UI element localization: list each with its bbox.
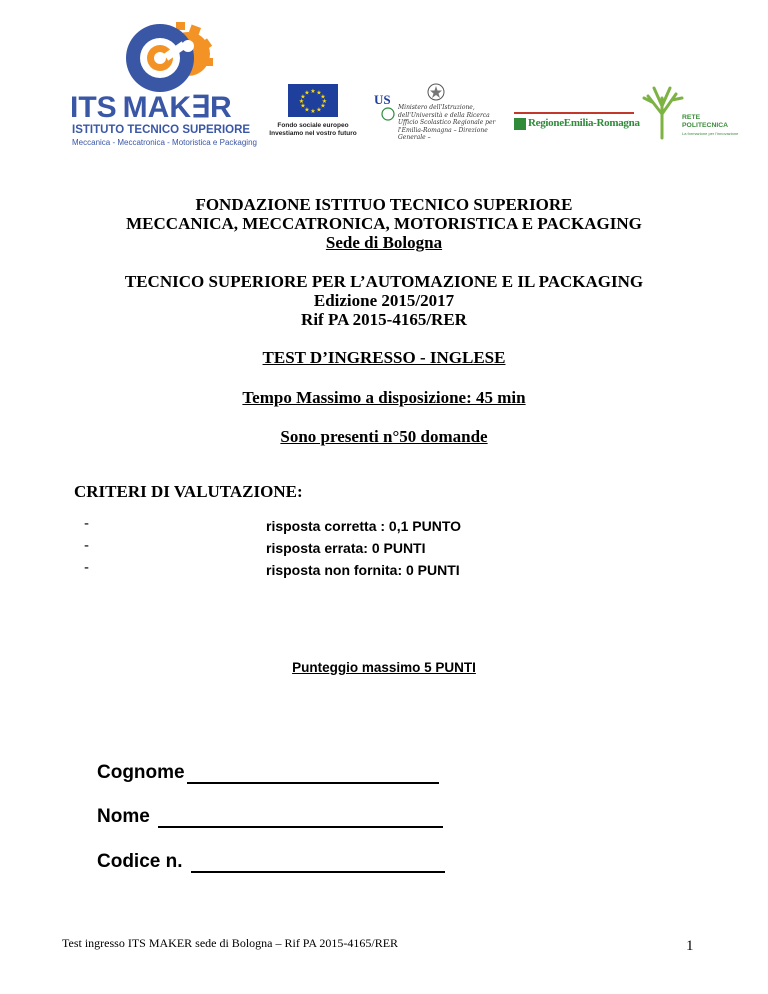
svg-text:★: ★ bbox=[310, 108, 316, 115]
criteria-text: risposta non fornita: 0 PUNTI bbox=[266, 562, 460, 578]
eu-caption-line1: Fondo sociale europeo bbox=[277, 122, 349, 129]
test-title-text: TEST D’INGRESSO - INGLESE bbox=[262, 348, 506, 367]
seat bbox=[0, 233, 768, 253]
svg-text:★: ★ bbox=[316, 89, 322, 97]
criteria-text: risposta errata: 0 PUNTI bbox=[266, 540, 426, 556]
list-item bbox=[84, 515, 584, 537]
rete-line3: La formazione per l'innovazione bbox=[682, 131, 739, 136]
list-dash: - bbox=[84, 537, 89, 554]
org-line2: MECCANICA, MECCATRONICA, MOTORISTICA E PACKAGING bbox=[126, 214, 642, 233]
max-score: Punteggio massimo 5 PUNTI bbox=[292, 660, 476, 675]
time-limit bbox=[0, 388, 768, 408]
its-subtitle: ISTITUTO TECNICO SUPERIORE bbox=[72, 124, 251, 136]
svg-text:★: ★ bbox=[320, 93, 326, 101]
course-title: TECNICO SUPERIORE PER L’AUTOMAZIONE E IL PACKAGING bbox=[124, 272, 644, 291]
name-field[interactable] bbox=[97, 806, 443, 828]
criteria-title: CRITERI DI VALUTAZIONE: bbox=[74, 482, 303, 501]
list-dash: - bbox=[84, 559, 89, 576]
eu-caption-line2: Investiamo nel vostro futuro bbox=[269, 130, 357, 137]
svg-text:★: ★ bbox=[304, 106, 310, 114]
page-number: 1 bbox=[686, 938, 694, 954]
svg-text:★: ★ bbox=[320, 102, 326, 110]
surname-field[interactable] bbox=[97, 762, 439, 784]
republic-emblem-icon bbox=[426, 82, 446, 102]
question-count bbox=[0, 427, 768, 447]
svg-text:★: ★ bbox=[298, 98, 305, 105]
its-word: ITS bbox=[70, 91, 117, 124]
question-count-text: Sono presenti n°50 domande bbox=[280, 427, 488, 446]
maker-word: MAK∃R bbox=[122, 91, 232, 124]
code-field[interactable] bbox=[97, 851, 445, 873]
svg-text:★: ★ bbox=[321, 98, 328, 105]
rete-line2: POLITECNICA bbox=[682, 122, 729, 129]
ministry-logo bbox=[370, 82, 500, 148]
svg-text:★: ★ bbox=[304, 89, 310, 97]
org-line1: FONDAZIONE ISTITUO TECNICO SUPERIORE bbox=[195, 195, 573, 214]
region-logo bbox=[514, 112, 640, 138]
surname-label: Cognome bbox=[97, 762, 185, 783]
list-item bbox=[84, 537, 584, 559]
name-label: Nome bbox=[97, 806, 150, 827]
gear-logo-icon bbox=[110, 20, 220, 100]
code-input-line[interactable] bbox=[191, 853, 445, 873]
edition: Edizione 2015/2017 bbox=[313, 291, 455, 310]
criteria-text: risposta corretta : 0,1 PUNTO bbox=[266, 518, 462, 534]
reference: Rif PA 2015-4165/RER bbox=[301, 310, 467, 329]
seat-text: Sede di Bologna bbox=[325, 233, 443, 252]
svg-text:★: ★ bbox=[300, 93, 306, 101]
region-rule bbox=[514, 112, 634, 114]
name-input-line[interactable] bbox=[158, 808, 443, 828]
svg-text:★: ★ bbox=[310, 88, 316, 95]
rete-line1: RETE bbox=[682, 114, 701, 121]
code-label: Codice n. bbox=[97, 851, 183, 872]
surname-input-line[interactable] bbox=[187, 764, 439, 784]
eu-logo bbox=[268, 84, 358, 138]
criteria-list bbox=[84, 515, 584, 581]
svg-text:★: ★ bbox=[316, 106, 322, 114]
its-maker-wordmark bbox=[70, 93, 232, 123]
its-maker-logo bbox=[70, 20, 257, 147]
region-mark-icon bbox=[514, 118, 526, 130]
its-tagline: Meccanica - Meccatronica - Motoristica e Packaging bbox=[72, 138, 257, 147]
region-name: RegioneEmilia-Romagna bbox=[528, 117, 640, 129]
footer-text: Test ingresso ITS MAKER sede di Bologna – Rif PA 2015-4165/RER bbox=[62, 936, 399, 950]
list-dash: - bbox=[84, 515, 89, 532]
ministry-text: Ministero dell'Istruzione, dell'Università e della Ricerca Ufficio Scolastico Regionale per l'Emilia-Romagna – Direzione Generale – bbox=[398, 104, 496, 141]
list-item bbox=[84, 559, 584, 581]
tree-icon bbox=[640, 84, 684, 140]
rete-politecnica-logo bbox=[640, 84, 739, 140]
svg-text:★: ★ bbox=[300, 102, 306, 110]
time-limit-text: Tempo Massimo a disposizione: 45 min bbox=[242, 388, 526, 407]
svg-text:US: US bbox=[374, 92, 391, 107]
test-title bbox=[0, 348, 768, 368]
eu-flag-icon bbox=[288, 84, 338, 117]
